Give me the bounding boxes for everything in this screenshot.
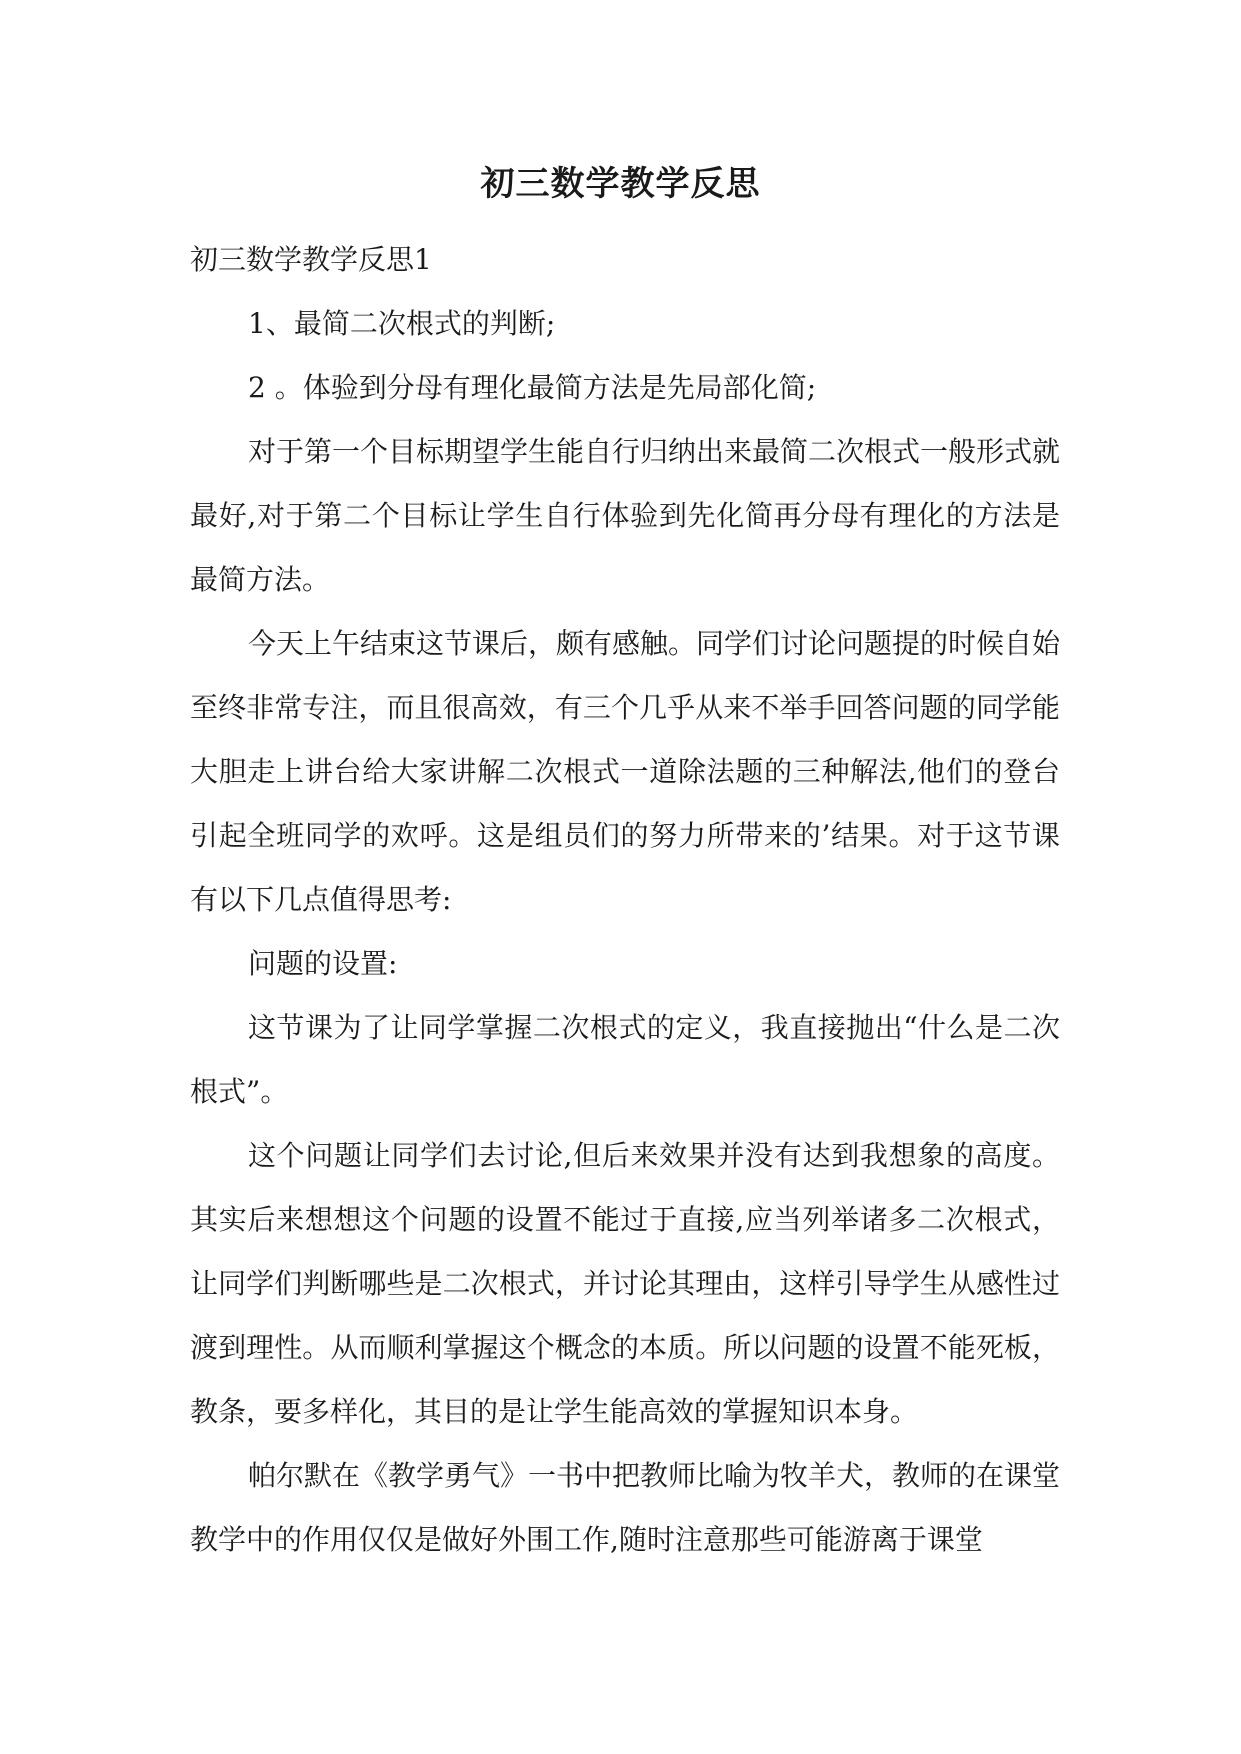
- section-heading: 初三数学教学反思1: [190, 243, 432, 276]
- document-body: [190, 228, 1060, 1572]
- paragraph: 这个问题让同学们去讨论,但后来效果并没有达到我想象的高度。其实后来想想这个问题的设置不能过于直接,应当列举诸多二次根式，让同学们判断哪些是二次根式，并讨论其理由，这样引导学生从感性过渡到理性。从而顺利掌握这个概念的本质。所以问题的设置不能死板，教条，要多样化，其目的是让学生能高效的掌握知识本身。: [190, 1139, 1060, 1428]
- paragraph: 问题的设置:: [248, 947, 398, 980]
- paragraph: 2 。体验到分母有理化最简方法是先局部化简;: [248, 371, 817, 404]
- paragraph: 1、最简二次根式的判断;: [248, 307, 556, 340]
- paragraph: 这节课为了让同学掌握二次根式的定义，我直接抛出“什么是二次根式”。: [190, 1011, 1060, 1108]
- document-title: 初三数学教学反思: [480, 164, 761, 204]
- paragraph: 今天上午结束这节课后，颇有感触。同学们讨论问题提的时候自始至终非常专注，而且很高效，有三个几乎从来不举手回答问题的同学能大胆走上讲台给大家讲解二次根式一道除法题的三种解法,他们的登台引起全班同学的欢呼。这是组员们的努力所带来的’结果。对于这节课有以下几点值得思考:: [190, 627, 1061, 916]
- paragraph: 帕尔默在《教学勇气》一书中把教师比喻为牧羊犬，教师的在课堂教学中的作用仅仅是做好外围工作,随时注意那些可能游离于课堂: [190, 1459, 1061, 1556]
- paragraph: 对于第一个目标期望学生能自行归纳出来最简二次根式一般形式就最好,对于第二个目标让学生自行体验到先化简再分母有理化的方法是最简方法。: [190, 435, 1061, 596]
